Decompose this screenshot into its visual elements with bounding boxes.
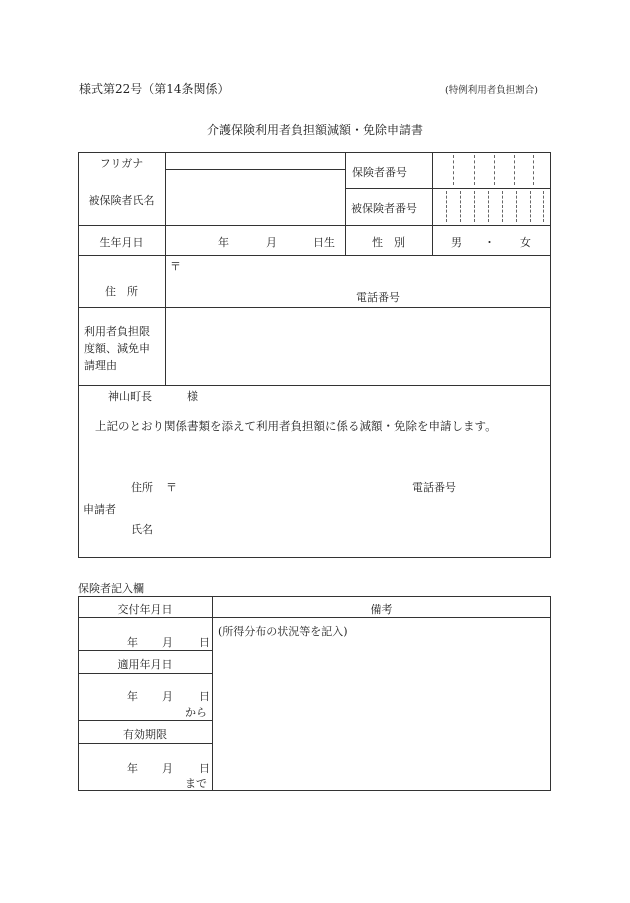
insurer-section-heading: 保険者記入欄 xyxy=(78,582,144,595)
until-label: まで xyxy=(185,777,207,790)
apply-day-unit: 日 xyxy=(199,690,210,703)
birth-year-unit: 年 xyxy=(218,236,229,249)
sex-female-option[interactable]: 女 xyxy=(520,236,531,249)
birth-day-unit: 日生 xyxy=(313,236,335,249)
remarks-field[interactable] xyxy=(214,640,549,789)
reason-label-line-1: 利用者負担限 xyxy=(84,325,150,338)
applicant-name-field[interactable] xyxy=(160,519,400,535)
reason-field[interactable] xyxy=(167,309,549,383)
issue-day-unit: 日 xyxy=(199,636,210,649)
insured-number-label: 被保険者番号 xyxy=(351,202,417,215)
honorific: 様 xyxy=(187,390,198,403)
apply-month-unit: 月 xyxy=(162,690,173,703)
apply-date-label: 適用年月日 xyxy=(117,658,173,671)
apply-year-unit: 年 xyxy=(127,690,138,703)
reason-label-line-3: 請理由 xyxy=(84,359,117,372)
furigana-field[interactable] xyxy=(167,154,343,168)
remarks-label: 備考 xyxy=(370,603,393,616)
insured-name-label: 被保険者氏名 xyxy=(88,194,155,207)
postal-mark: 〒 xyxy=(170,260,181,273)
issue-month-unit: 月 xyxy=(162,636,173,649)
issue-date-label: 交付年月日 xyxy=(117,603,173,616)
applicant-label: 申請者 xyxy=(83,503,116,516)
valid-month-unit: 月 xyxy=(162,762,173,775)
valid-year-unit: 年 xyxy=(127,762,138,775)
remarks-note: (所得分布の状況等を記入) xyxy=(218,625,348,638)
insured-number-field[interactable] xyxy=(434,190,550,224)
sex-separator: ・ xyxy=(484,236,495,249)
addressee: 神山町長 xyxy=(108,390,152,403)
applicant-address-field[interactable] xyxy=(180,477,400,493)
insurer-number-field[interactable] xyxy=(434,154,550,187)
applicant-phone-field[interactable] xyxy=(462,477,548,493)
reason-label-line-2: 度額、減免申 xyxy=(84,342,150,355)
insurer-number-label: 保険者番号 xyxy=(352,166,407,179)
phone-label: 電話番号 xyxy=(356,291,400,304)
applicant-address-label: 住所 xyxy=(131,481,153,494)
form-note: (特例利用者負担割合) xyxy=(445,85,538,96)
applicant-name-label: 氏名 xyxy=(131,523,153,536)
valid-day-unit: 日 xyxy=(199,762,210,775)
furigana-label: フリガナ xyxy=(99,157,144,170)
insured-name-field[interactable] xyxy=(167,171,343,223)
sex-male-option[interactable]: 男 xyxy=(451,236,462,249)
from-label: から xyxy=(185,706,207,719)
sex-label: 性 別 xyxy=(372,236,405,249)
valid-period-label: 有効期限 xyxy=(123,728,167,741)
applicant-phone-label: 電話番号 xyxy=(412,481,456,494)
issue-year-unit: 年 xyxy=(127,636,138,649)
form-number: 様式第22号（第14条関係） xyxy=(79,82,230,96)
birth-month-unit: 月 xyxy=(266,236,277,249)
application-statement: 上記のとおり関係書類を添えて利用者負担額に係る減額・免除を申請します。 xyxy=(95,419,497,433)
form-title: 介護保険利用者負担額減額・免除申請書 xyxy=(207,123,424,137)
applicant-postal-mark: 〒 xyxy=(166,481,177,494)
birthdate-label: 生年月日 xyxy=(99,236,144,249)
address-label: 住 所 xyxy=(105,285,138,298)
